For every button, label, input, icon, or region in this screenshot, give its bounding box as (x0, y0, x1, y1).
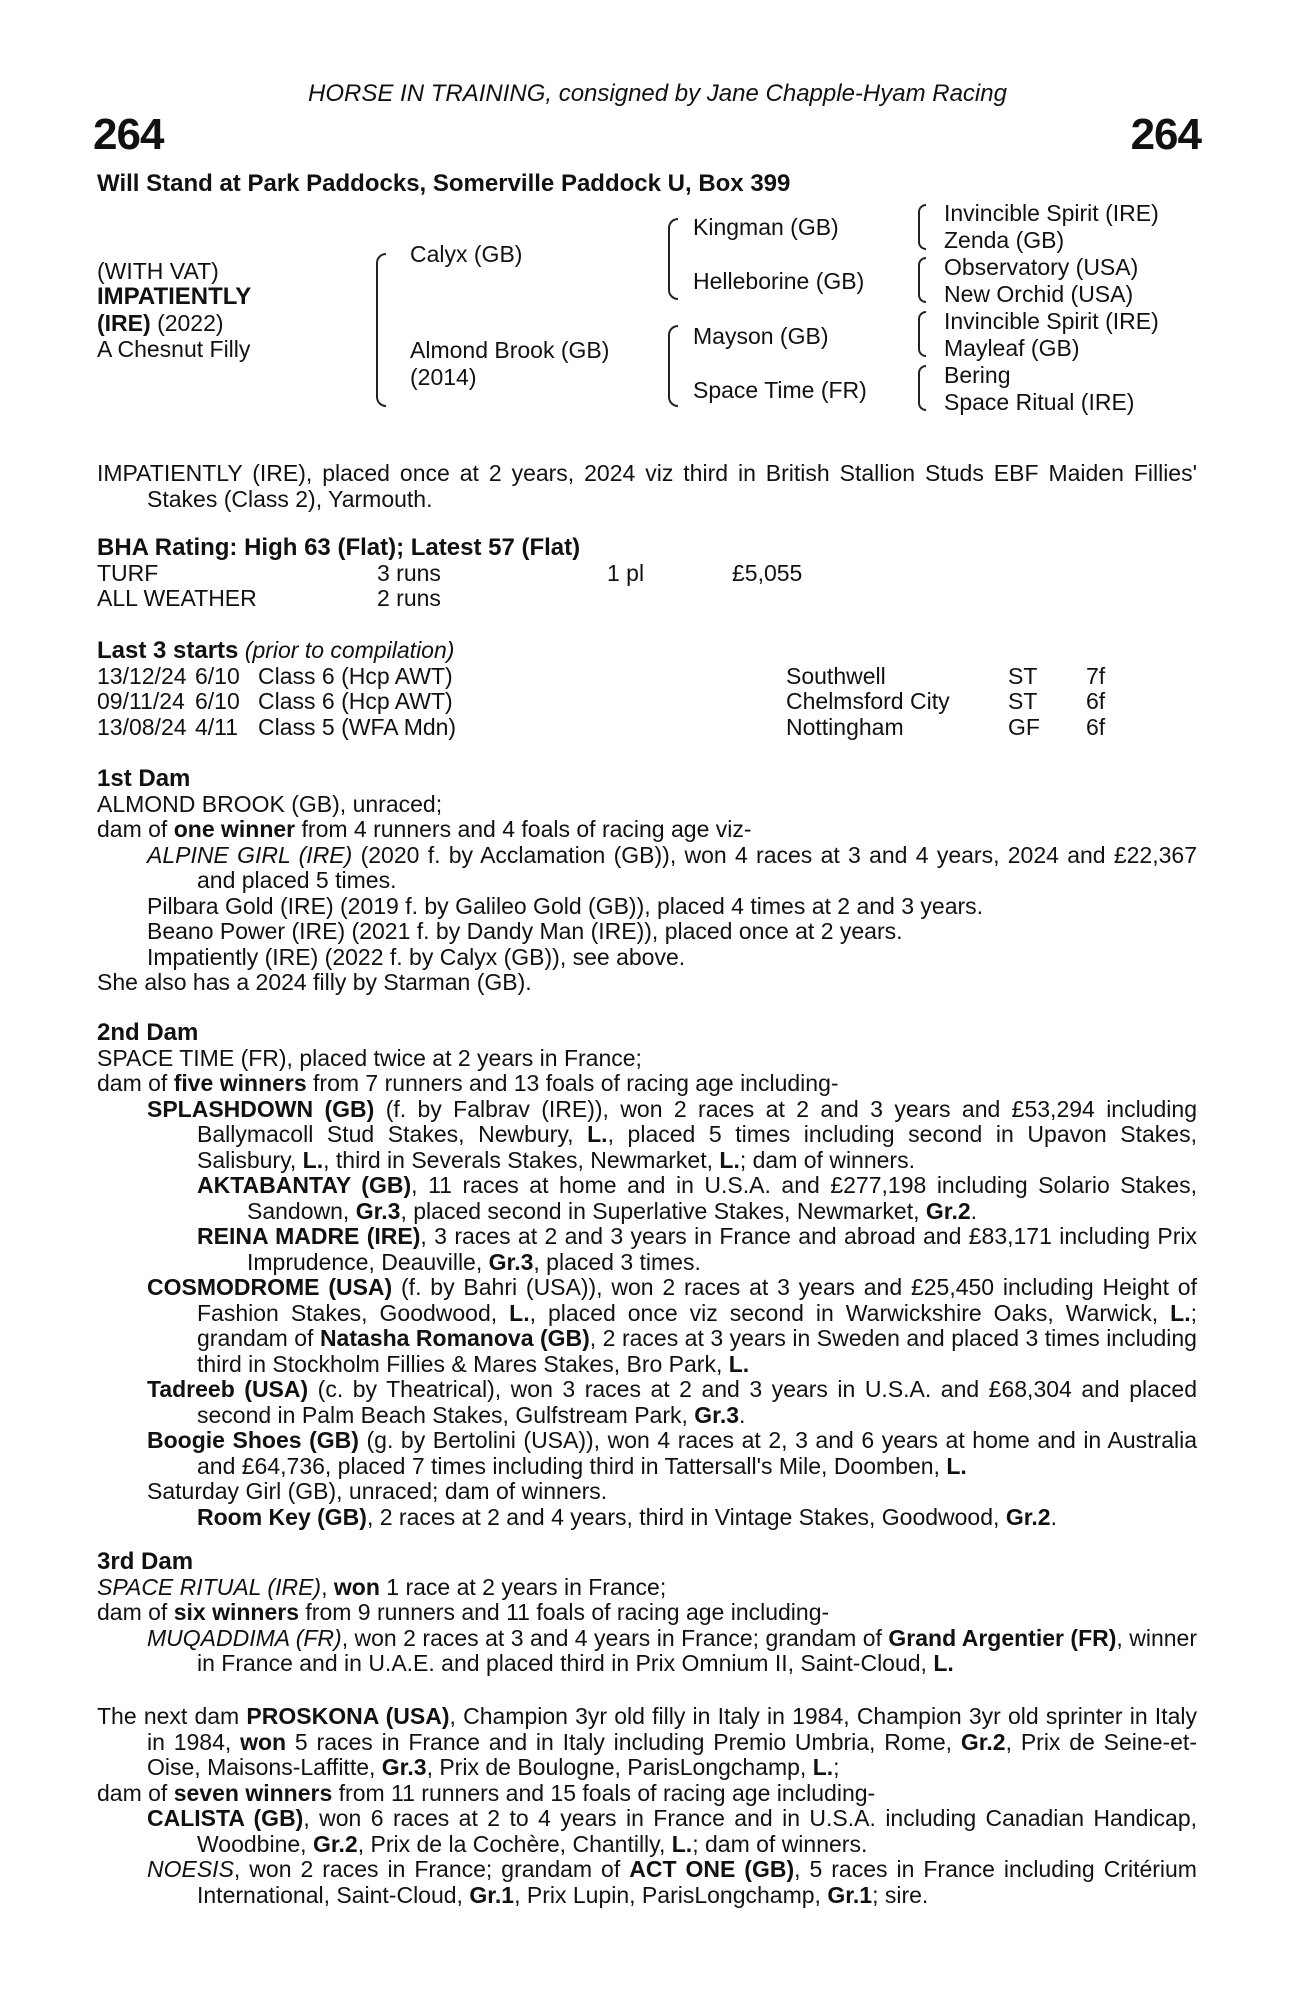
sire-dam-sire: Observatory (USA) (944, 254, 1139, 280)
dam-sire-sire: Invincible Spirit (IRE) (944, 308, 1159, 334)
dam-sire: Mayson (GB) (693, 323, 829, 349)
lot-number-right: 264 (1130, 110, 1201, 159)
dam-dam-dam: Space Ritual (IRE) (944, 389, 1135, 415)
bha-row-aw: ALL WEATHER 2 runs (97, 585, 441, 611)
bha-section (97, 535, 1197, 612)
sire-sire-sire: Invincible Spirit (IRE) (944, 200, 1159, 226)
consignment-header: HORSE IN TRAINING, consigned by Jane Chapple-Hyam Racing (308, 80, 1007, 107)
sire-sire: Kingman (GB) (693, 214, 839, 240)
dam: Almond Brook (GB) (410, 337, 610, 363)
start-row: 09/11/24 6/10 Class 6 (Hcp AWT) Chelmsford City ST 6f (97, 688, 1106, 714)
sire-dam: Helleborine (GB) (693, 268, 865, 294)
last-starts: Last 3 starts (prior to compilation) 13/12/24 6/10 Class 6 (Hcp AWT) Southwell ST 7f 09/11/24 6/10 Class 6 (Hcp AWT) Chelmsford City ST 6f 13/08/24 4/11 Class 5 (WFA Mdn) Nottingham GF 6f (97, 638, 1197, 740)
third-dam-section: 3rd Dam SPACE RITUAL (IRE), won 1 race at 2 years in France; dam of six winners from 9 runners and 11 foals of racing age including- MUQADDIMA (FR), won 2 races at 3 and 4 years in France; grandam of Grand Argentier (FR), winner in France and in U.A.E. and placed third in Prix Omnium II, Saint-Cloud, L. (97, 1548, 1197, 1676)
next-dam-section: The next dam PROSKONA (USA), Champion 3yr old filly in Italy in 1984, Champion 3yr old sprinter in Italy in 1984, won 5 races in France and in Italy including Premio Umbria, Rome, Gr.2, Prix de Seine-et-Oise, Maisons-Laffitte, Gr.3, Prix de Boulogne, ParisLongchamp, L.; dam of seven winners from 11 runners and 15 foals of racing age including- CALISTA (GB), won 6 races at 2 to 4 years in France and in U.S.A. including Canadian Handicap, Woodbine, Gr.2, Prix de la Cochère, Chantilly, L.; dam of winners. NOESIS, won 2 races in France; grandam of ACT ONE (GB), 5 races in France including Critérium International, Saint-Cloud, Gr.1, Prix Lupin, ParisLongchamp, Gr.1; sire. (97, 1703, 1197, 1908)
start-row: 13/08/24 4/11 Class 5 (WFA Mdn) Nottingham GF 6f (97, 713, 1106, 740)
third-dam-title: 3rd Dam (97, 1548, 194, 1575)
sire: Calyx (GB) (410, 241, 523, 267)
stand-location: Will Stand at Park Paddocks, Somerville Paddock U, Box 399 (97, 170, 791, 197)
horse-description: A Chesnut Filly (97, 336, 251, 362)
start-row: 13/12/24 6/10 Class 6 (Hcp AWT) Southwell ST 7f (97, 662, 1106, 689)
sire-sire-dam: Zenda (GB) (944, 227, 1065, 253)
horse-summary: IMPATIENTLY (IRE), placed once at 2 years, 2024 viz third in British Stallion Studs EBF Maiden Fillies' Stakes (Class 2), Yarmouth. (97, 460, 1197, 512)
dam-dam: Space Time (FR) (693, 377, 867, 403)
second-dam-section: 2nd Dam SPACE TIME (FR), placed twice at 2 years in France; dam of five winners from 7 runners and 13 foals of racing age including- SPLASHDOWN (GB) (f. by Falbrav (IRE)), won 2 races at 2 and 3 years and £53,294 including Ballymacoll Stud Stakes, Newbury, L., placed 5 times including second in Upavon Stakes, Salisbury, L., third in Severals Stakes, Newmarket, L.; dam of winners. AKTABANTAY (GB), 11 races at home and in U.S.A. and £277,198 including Solario Stakes, Sandown, Gr.3, placed second in Superlative Stakes, Newmarket, Gr.2. REINA MADRE (IRE), 3 races at 2 and 3 years in France and abroad and £83,171 including Prix Imprudence, Deauville, Gr.3, placed 3 times. COSMODROME (USA) (f. by Bahri (USA)), won 2 races at 3 years and £25,450 including Height of Fashion Stakes, Goodwood, L., placed once viz second in Warwickshire Oaks, Warwick, L.; grandam of Natasha Romanova (GB), 2 races at 3 years in Sweden and placed 3 times including third in Stockholm Fillies & Mares Stakes, Bro Park, L. Tadreeb (USA) (c. by Theatrical), won 3 races at 2 and 3 years in U.S.A. and £68,304 and placed second in Palm Beach Stakes, Gulfstream Park, Gr.3. Boogie Shoes (GB) (g. by Bertolini (USA)), won 4 races at 2, 3 and 6 years at home and in Australia and £64,736, placed 7 times including third in Tattersall's Mile, Doomben, L. Saturday Girl (GB), unraced; dam of winners. Room Key (GB), 2 races at 2 and 4 years, third in Vintage Stakes, Goodwood, Gr.2. (97, 1019, 1198, 1530)
dam-dam-sire: Bering (944, 362, 1011, 388)
bha-row-turf: TURF 3 runs 1 pl £5,055 (97, 559, 803, 586)
dam-year: (2014) (410, 364, 477, 390)
vat-note: (WITH VAT) (97, 258, 219, 284)
horse-origin-year: (IRE) (2022) (97, 310, 224, 336)
second-dam-title: 2nd Dam (97, 1019, 199, 1046)
first-dam-section: 1st Dam ALMOND BROOK (GB), unraced; dam of one winner from 4 runners and 4 foals of racing age viz- ALPINE GIRL (IRE) (2020 f. by Acclamation (GB)), won 4 races at 3 and 4 years, 2024 and £22,367 and placed 5 times. Pilbara Gold (IRE) (2019 f. by Galileo Gold (GB)), placed 4 times at 2 and 3 years. Beano Power (IRE) (2021 f. by Dandy Man (IRE)), placed once at 2 years. Impatiently (IRE) (2022 f. by Calyx (GB)), see above. She also has a 2024 filly by Starman (GB). (97, 765, 1197, 995)
first-dam-title: 1st Dam (97, 765, 191, 792)
bha-title: BHA Rating: High 63 (Flat); Latest 57 (Flat) (97, 534, 581, 561)
lot-number-left: 264 (93, 110, 164, 159)
horse-name: IMPATIENTLY (97, 283, 252, 310)
sire-dam-dam: New Orchid (USA) (944, 281, 1134, 307)
dam-sire-dam: Mayleaf (GB) (944, 335, 1080, 361)
